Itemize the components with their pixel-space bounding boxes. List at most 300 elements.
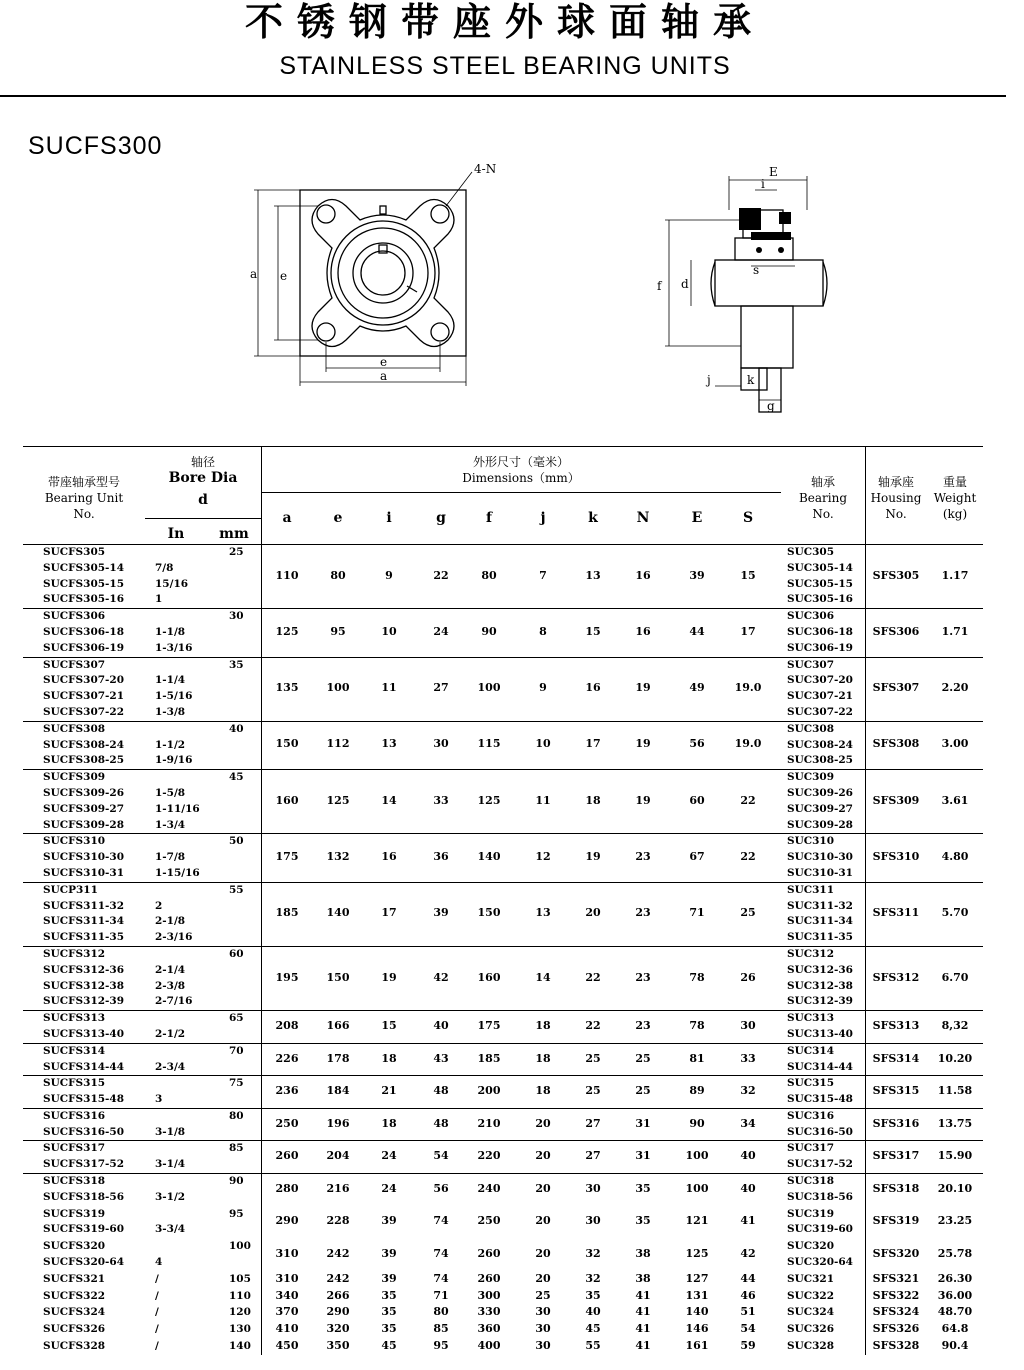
header-col-E: E <box>691 510 703 526</box>
dim-f: 125 <box>477 793 501 807</box>
dim-f: 260 <box>477 1271 501 1285</box>
bore-inch: 1-7/8 <box>155 851 186 864</box>
table-group <box>23 1271 983 1288</box>
unit-number: SUCFS307 <box>43 658 106 671</box>
dim-f: 250 <box>477 1214 501 1228</box>
dim-k: 35 <box>585 1288 601 1302</box>
bore-mm: 95 <box>229 1207 244 1220</box>
dim-f: 240 <box>477 1181 501 1195</box>
dim-S: 40 <box>740 1149 756 1163</box>
unit-number: SUCFS326 <box>43 1323 106 1336</box>
header-dim-en: Dimensions（mm） <box>462 471 580 485</box>
dim-a: 135 <box>275 681 299 695</box>
dim-g: 33 <box>433 793 449 807</box>
dim-k: 32 <box>585 1271 601 1285</box>
table-row <box>23 930 983 946</box>
dim-a: 236 <box>275 1084 299 1098</box>
dim-i: 16 <box>381 850 397 864</box>
bore-inch: 1-3/16 <box>155 641 193 654</box>
bearing-number: SUC318 <box>787 1175 835 1188</box>
dim-g: 71 <box>433 1288 449 1302</box>
housing-number: SFS308 <box>872 737 920 751</box>
housing-number: SFS311 <box>872 906 920 920</box>
unit-number: SUCFS310-31 <box>43 866 125 879</box>
dim-e: 216 <box>326 1181 350 1195</box>
unit-number: SUCFS310 <box>43 835 106 848</box>
bore-inch: 3-1/8 <box>155 1125 186 1138</box>
bearing-number: SUC314-44 <box>787 1060 853 1073</box>
dim-i: 9 <box>385 568 393 582</box>
dim-e: 140 <box>326 906 350 920</box>
table-header <box>23 446 983 544</box>
bore-inch: 1-11/16 <box>155 802 200 815</box>
dim-S: 17 <box>740 624 756 638</box>
dim-N: 25 <box>635 1051 651 1065</box>
bore-inch: 2-3/8 <box>155 979 186 992</box>
bore-mm: 85 <box>229 1142 244 1155</box>
label-a-side: a <box>250 267 258 281</box>
dim-E: 49 <box>689 681 705 695</box>
bearing-number: SUC320-64 <box>787 1256 853 1269</box>
dim-j: 30 <box>535 1322 551 1336</box>
dim-i: 11 <box>381 681 397 695</box>
dim-j: 18 <box>535 1051 551 1065</box>
unit-number: SUCFS319 <box>43 1207 106 1220</box>
dim-g: 80 <box>433 1305 449 1319</box>
bore-inch: 1-1/4 <box>155 674 186 687</box>
bearing-number: SUC308-25 <box>787 754 853 767</box>
dim-E: 100 <box>685 1149 709 1163</box>
dim-S: 54 <box>740 1322 756 1336</box>
bearing-number: SUC319-60 <box>787 1223 853 1236</box>
dim-f: 115 <box>477 737 501 751</box>
unit-number: SUCFS309-26 <box>43 786 125 799</box>
dim-g: 48 <box>433 1116 449 1130</box>
dim-a: 110 <box>275 568 299 582</box>
table-row <box>23 866 983 882</box>
dim-N: 41 <box>635 1288 651 1302</box>
dim-E: 161 <box>685 1338 709 1352</box>
bore-mm: 45 <box>229 771 244 784</box>
dim-i: 18 <box>381 1051 397 1065</box>
dimension-table <box>23 446 983 1355</box>
bore-mm: 70 <box>229 1044 244 1057</box>
bearing-number: SUC310-30 <box>787 851 853 864</box>
table-group <box>23 1140 983 1173</box>
bore-mm: 130 <box>229 1323 251 1336</box>
unit-number: SUCFS306-18 <box>43 625 125 638</box>
unit-number: SUCFS311-35 <box>43 931 125 944</box>
unit-number: SUCFS305-15 <box>43 577 125 590</box>
dim-N: 41 <box>635 1338 651 1352</box>
bearing-number: SUC313 <box>787 1012 835 1025</box>
table-body <box>23 544 983 1355</box>
dim-a: 226 <box>275 1051 299 1065</box>
bore-mm: 140 <box>229 1340 251 1353</box>
dim-j: 25 <box>535 1288 551 1302</box>
dim-a: 160 <box>275 793 299 807</box>
header-unit-en2: No. <box>73 507 95 521</box>
bearing-number: SUC315-48 <box>787 1093 853 1106</box>
header-col-N: N <box>636 510 650 526</box>
dim-E: 60 <box>689 793 705 807</box>
bearing-number: SUC309 <box>787 771 835 784</box>
table-row <box>23 705 983 721</box>
dim-E: 125 <box>685 1247 709 1261</box>
bearing-number: SUC311-34 <box>787 915 853 928</box>
table-group <box>23 1288 983 1305</box>
dim-E: 78 <box>689 970 705 984</box>
dim-k: 17 <box>585 737 601 751</box>
unit-number: SUCFS312-36 <box>43 963 125 976</box>
table-group <box>23 1173 983 1206</box>
dim-N: 19 <box>635 793 651 807</box>
bearing-number: SUC317 <box>787 1142 835 1155</box>
dim-g: 95 <box>433 1338 449 1352</box>
dim-i: 15 <box>381 1018 397 1032</box>
unit-number: SUCFS324 <box>43 1306 106 1319</box>
dim-S: 30 <box>740 1018 756 1032</box>
weight-kg: 8,32 <box>941 1018 969 1032</box>
dim-k: 25 <box>585 1084 601 1098</box>
table-row <box>23 592 983 608</box>
unit-number: SUCFS308-25 <box>43 754 125 767</box>
dim-i: 35 <box>381 1305 397 1319</box>
unit-number: SUCFS306-19 <box>43 641 125 654</box>
header-col-S: S <box>742 510 754 526</box>
unit-number: SUCFS309-28 <box>43 818 125 831</box>
unit-number: SUCFS321 <box>43 1272 106 1285</box>
bore-mm: 60 <box>229 947 244 960</box>
unit-number: SUCFS308-24 <box>43 738 125 751</box>
dim-f: 185 <box>477 1051 501 1065</box>
dim-E: 56 <box>689 737 705 751</box>
header-col-a: a <box>282 510 292 526</box>
bearing-number: SUC309-27 <box>787 802 853 815</box>
label-g: g <box>767 399 775 413</box>
unit-number: SUCFS316 <box>43 1109 106 1122</box>
weight-kg: 2.20 <box>941 681 969 695</box>
weight-kg: 20.10 <box>937 1181 973 1195</box>
unit-number: SUCFS312-39 <box>43 995 125 1008</box>
table-group <box>23 1108 983 1141</box>
dim-a: 250 <box>275 1116 299 1130</box>
bore-inch: 2-3/4 <box>155 1060 186 1073</box>
dim-g: 40 <box>433 1018 449 1032</box>
unit-number: SUCFS307-20 <box>43 674 125 687</box>
dim-a: 450 <box>275 1338 299 1352</box>
unit-number: SUCFS313 <box>43 1012 106 1025</box>
dim-j: 18 <box>535 1084 551 1098</box>
label-e-bottom: e <box>380 355 388 369</box>
label-s: s <box>753 263 760 277</box>
table-row <box>23 722 983 738</box>
table-group <box>23 1010 983 1043</box>
dim-g: 22 <box>433 568 449 582</box>
header-housing-cn: 轴承座 <box>877 475 914 489</box>
dim-j: 10 <box>535 737 551 751</box>
housing-number: SFS312 <box>872 970 920 984</box>
dim-S: 22 <box>740 793 756 807</box>
bore-mm: 50 <box>229 835 244 848</box>
bore-inch: 1-9/16 <box>155 754 193 767</box>
table-group <box>23 1338 983 1355</box>
bore-inch: 1-3/4 <box>155 818 186 831</box>
dim-e: 80 <box>330 568 346 582</box>
dim-e: 178 <box>326 1051 350 1065</box>
dim-a: 185 <box>275 906 299 920</box>
bore-mm: 55 <box>229 883 244 896</box>
dim-k: 20 <box>585 906 601 920</box>
dim-j: 20 <box>535 1116 551 1130</box>
housing-number: SFS314 <box>872 1051 920 1065</box>
table-group <box>23 1304 983 1321</box>
unit-number: SUCFS305 <box>43 546 106 558</box>
bore-inch: 1-1/2 <box>155 738 186 751</box>
table-group <box>23 1075 983 1108</box>
bearing-number: SUC309-28 <box>787 818 853 831</box>
header-col-e: e <box>333 510 343 526</box>
weight-kg: 1.71 <box>941 624 969 638</box>
unit-number: SUCFS317 <box>43 1142 106 1155</box>
dim-E: 81 <box>689 1051 705 1065</box>
unit-number: SUCFS311-32 <box>43 899 125 912</box>
bearing-number: SUC319 <box>787 1207 835 1220</box>
weight-kg: 90.4 <box>941 1338 969 1352</box>
dim-S: 32 <box>740 1084 756 1098</box>
dim-S: 33 <box>740 1051 756 1065</box>
bearing-number: SUC307-20 <box>787 674 853 687</box>
table-group <box>23 1238 983 1271</box>
side-view-drawing <box>655 160 845 420</box>
dim-i: 39 <box>381 1271 397 1285</box>
header-unit-cn: 带座轴承型号 <box>47 475 120 489</box>
dim-N: 19 <box>635 681 651 695</box>
bore-mm: 80 <box>229 1109 244 1122</box>
weight-kg: 11.58 <box>937 1084 973 1098</box>
dim-k: 15 <box>585 624 601 638</box>
dim-E: 71 <box>689 906 705 920</box>
dim-S: 15 <box>740 568 756 582</box>
unit-number: SUCFS309 <box>43 771 106 784</box>
dim-f: 175 <box>477 1018 501 1032</box>
bore-mm: 100 <box>229 1240 251 1253</box>
bearing-number: SUC308 <box>787 722 835 735</box>
unit-number: SUCFS328 <box>43 1340 106 1353</box>
dim-a: 208 <box>275 1018 299 1032</box>
dim-g: 30 <box>433 737 449 751</box>
dim-j: 13 <box>535 906 551 920</box>
header-bearing-cn: 轴承 <box>810 475 835 489</box>
dim-S: 44 <box>740 1271 756 1285</box>
dim-f: 360 <box>477 1322 501 1336</box>
header-bore-cn: 轴径 <box>190 455 215 469</box>
dim-g: 27 <box>433 681 449 695</box>
table-group <box>23 946 983 1010</box>
header-housing-en2: No. <box>885 507 907 521</box>
weight-kg: 10.20 <box>937 1051 973 1065</box>
housing-number: SFS321 <box>872 1271 920 1285</box>
dim-e: 266 <box>326 1288 350 1302</box>
bearing-number: SUC309-26 <box>787 786 853 799</box>
dim-E: 146 <box>685 1322 709 1336</box>
dim-E: 90 <box>689 1116 705 1130</box>
table-group <box>23 1206 983 1239</box>
bearing-number: SUC311-35 <box>787 931 853 944</box>
unit-number: SUCFS305-14 <box>43 561 125 574</box>
housing-number: SFS317 <box>872 1149 920 1163</box>
dim-a: 290 <box>275 1214 299 1228</box>
unit-number: SUCFS316-50 <box>43 1125 125 1138</box>
label-E: E <box>769 165 778 179</box>
table-row <box>23 947 983 963</box>
bearing-number: SUC311-32 <box>787 899 853 912</box>
unit-number: SUCFS319-60 <box>43 1223 125 1236</box>
dim-e: 290 <box>326 1305 350 1319</box>
dim-g: 54 <box>433 1149 449 1163</box>
table-row <box>23 994 983 1010</box>
unit-number: SUCFS311-34 <box>43 915 125 928</box>
bore-inch: / <box>155 1272 159 1285</box>
dim-S: 19.0 <box>734 681 762 695</box>
dim-a: 260 <box>275 1149 299 1163</box>
bearing-number: SUC318-56 <box>787 1190 853 1203</box>
bore-inch: 2-3/16 <box>155 931 193 944</box>
dim-S: 59 <box>740 1338 756 1352</box>
header-unit-en1: Bearing Unit <box>44 491 124 505</box>
dim-g: 48 <box>433 1084 449 1098</box>
table-row <box>23 609 983 625</box>
label-4n: 4-N <box>474 162 497 176</box>
weight-kg: 25.78 <box>937 1247 973 1261</box>
dim-i: 24 <box>381 1181 397 1195</box>
unit-number: SUCFS320-64 <box>43 1256 125 1269</box>
series-label: SUCFS300 <box>28 132 163 160</box>
unit-number: SUCFS315 <box>43 1077 106 1090</box>
table-group <box>23 657 983 721</box>
table-group <box>23 721 983 769</box>
bore-inch: / <box>155 1340 159 1353</box>
dim-j: 12 <box>535 850 551 864</box>
dim-N: 23 <box>635 906 651 920</box>
housing-number: SFS307 <box>872 681 920 695</box>
label-a-bottom: a <box>380 369 388 383</box>
dim-g: 74 <box>433 1247 449 1261</box>
housing-number: SFS320 <box>872 1247 920 1261</box>
bore-inch: 1-5/16 <box>155 690 193 703</box>
dim-i: 17 <box>381 906 397 920</box>
unit-number: SUCFS312 <box>43 947 106 960</box>
dim-i: 39 <box>381 1214 397 1228</box>
bearing-number: SUC306 <box>787 610 835 623</box>
bearing-number: SUC307-21 <box>787 690 853 703</box>
bore-inch: 3-1/2 <box>155 1190 186 1203</box>
dim-e: 350 <box>326 1338 350 1352</box>
housing-number: SFS326 <box>872 1322 920 1336</box>
label-d: d <box>681 277 689 291</box>
dim-a: 195 <box>275 970 299 984</box>
bore-inch: 2-1/8 <box>155 915 186 928</box>
bore-inch: 4 <box>155 1256 163 1269</box>
bore-inch: 3-3/4 <box>155 1223 186 1236</box>
dim-g: 43 <box>433 1051 449 1065</box>
dim-S: 46 <box>740 1288 756 1302</box>
dim-k: 55 <box>585 1338 601 1352</box>
housing-number: SFS315 <box>872 1084 920 1098</box>
header-col-i: i <box>386 510 392 526</box>
table-group <box>23 1321 983 1338</box>
bearing-number: SUC305 <box>787 546 835 558</box>
dim-e: 132 <box>326 850 350 864</box>
unit-number: SUCFS317-52 <box>43 1158 125 1171</box>
dim-N: 23 <box>635 850 651 864</box>
dim-f: 210 <box>477 1116 501 1130</box>
dim-S: 25 <box>740 906 756 920</box>
dim-e: 320 <box>326 1322 350 1336</box>
dim-f: 330 <box>477 1305 501 1319</box>
dim-f: 150 <box>477 906 501 920</box>
bearing-number: SUC310-31 <box>787 866 853 879</box>
dim-N: 38 <box>635 1271 651 1285</box>
dim-j: 18 <box>535 1018 551 1032</box>
header-col-f: f <box>485 510 493 526</box>
dim-i: 14 <box>381 793 397 807</box>
table-group <box>23 608 983 656</box>
weight-kg: 26.30 <box>937 1271 973 1285</box>
dim-j: 14 <box>535 970 551 984</box>
dim-j: 11 <box>535 793 551 807</box>
bore-inch: 2-1/4 <box>155 963 186 976</box>
unit-number: SUCFS315-48 <box>43 1093 125 1106</box>
label-k: k <box>747 373 755 387</box>
dim-E: 131 <box>685 1288 709 1302</box>
bore-inch: 2-1/2 <box>155 1027 186 1040</box>
dim-i: 45 <box>381 1338 397 1352</box>
bore-mm: 35 <box>229 658 244 671</box>
housing-number: SFS310 <box>872 850 920 864</box>
dim-e: 100 <box>326 681 350 695</box>
table-group <box>23 769 983 833</box>
table-row <box>23 770 983 786</box>
bearing-number: SUC305-14 <box>787 561 853 574</box>
dim-S: 19.0 <box>734 737 762 751</box>
dim-k: 40 <box>585 1305 601 1319</box>
bore-inch: 1-1/8 <box>155 625 186 638</box>
header-weight-en1: Weight <box>933 491 977 505</box>
housing-number: SFS319 <box>872 1214 920 1228</box>
bore-inch: 3 <box>155 1093 163 1106</box>
dim-e: 196 <box>326 1116 350 1130</box>
dim-f: 260 <box>477 1247 501 1261</box>
bearing-number: SUC306-19 <box>787 641 853 654</box>
dim-e: 242 <box>326 1271 350 1285</box>
dim-N: 41 <box>635 1305 651 1319</box>
dim-E: 140 <box>685 1305 709 1319</box>
bearing-number: SUC312-36 <box>787 963 853 976</box>
dim-k: 22 <box>585 1018 601 1032</box>
label-e-side: e <box>280 269 288 283</box>
dim-f: 80 <box>481 568 497 582</box>
unit-number: SUCFS307-21 <box>43 690 125 703</box>
bore-inch: 1-5/8 <box>155 786 186 799</box>
bore-mm: 75 <box>229 1077 244 1090</box>
dim-a: 340 <box>275 1288 299 1302</box>
dim-j: 20 <box>535 1247 551 1261</box>
header-bore-en: Bore Dia <box>168 470 238 486</box>
dim-N: 16 <box>635 624 651 638</box>
dim-j: 20 <box>535 1181 551 1195</box>
bearing-number: SUC322 <box>787 1289 835 1302</box>
